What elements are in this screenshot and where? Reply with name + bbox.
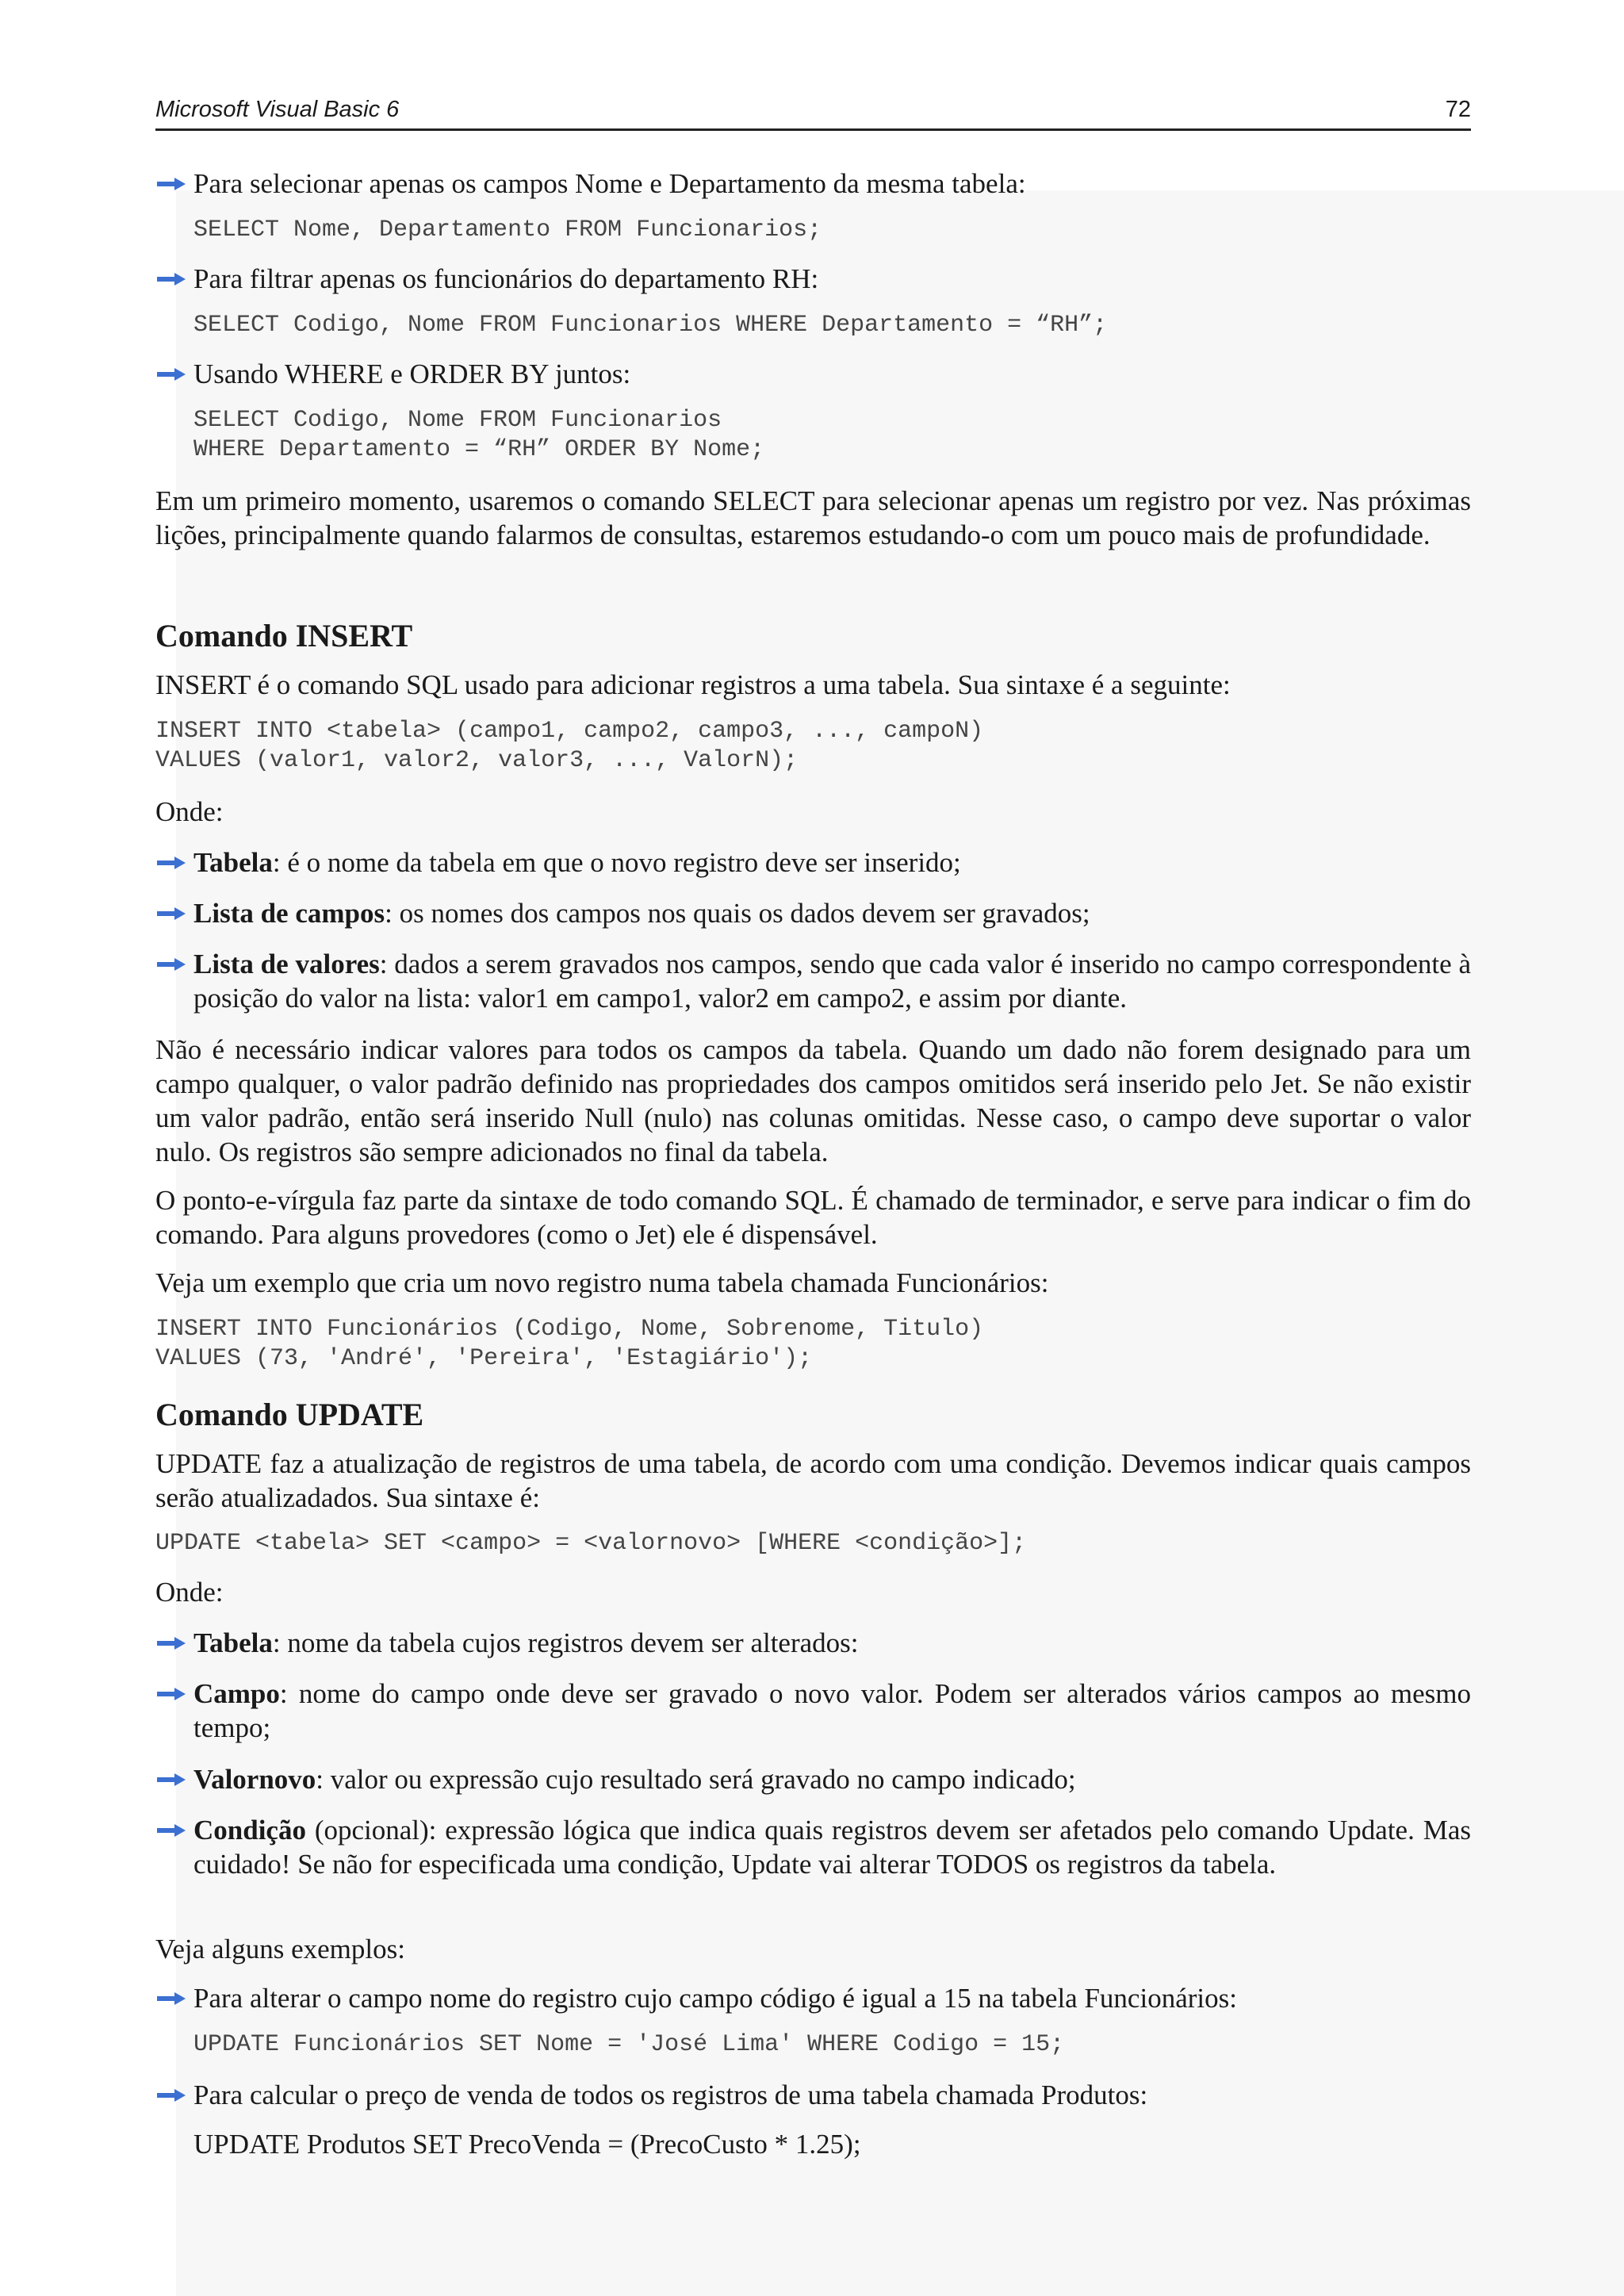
paragraph: Onde: [155,796,224,827]
code-block: INSERT INTO <tabela> (campo1, campo2, campo3, ..., campoN) VALUES (valor1, valor2, valor3, ..., ValorN); [155,718,984,774]
definition-term: Lista de valores [193,949,380,979]
paragraph: Em um primeiro momento, usaremos o comando SELECT para selecionar apenas um registro por vez. Nas próximas lições, principalmente quando falarmos de consultas, estaremos estudando-o com um pouco mais de profundidade. [155,485,1471,550]
arrow-bullet-icon [155,1686,187,1702]
paragraph: INSERT é o comando SQL usado para adicionar registros a uma tabela. Sua sintaxe é a seguinte: [155,669,1231,700]
code-block: UPDATE Funcionários SET Nome = 'José Lima' WHERE Codigo = 15; [193,2031,1065,2058]
paragraph: Veja um exemplo que cria um novo registro numa tabela chamada Funcionários: [155,1267,1049,1298]
definition-term: Condição [193,1815,306,1846]
arrow-bullet-icon [155,855,187,871]
bullet-text: Para calcular o preço de venda de todos os registros de uma tabela chamada Produtos: [193,2079,1148,2110]
definition-text: : valor ou expressão cujo resultado será gravado no campo indicado; [316,1764,1076,1795]
definition-text: : os nomes dos campos nos quais os dados devem ser gravados; [385,898,1090,929]
paragraph: O ponto-e-vírgula faz parte da sintaxe de todo comando SQL. É chamado de terminador, e serve para indicar o fim do comando. Para alguns provedores (como o Jet) ele é dispensável. [155,1185,1471,1250]
bullet-text: Para filtrar apenas os funcionários do departamento RH: [193,263,819,294]
code-block: SELECT Codigo, Nome FROM Funcionarios WHERE Departamento = “RH”; [193,312,1108,339]
code-block: UPDATE <tabela> SET <campo> = <valornovo> [WHERE <condição>]; [155,1530,1027,1557]
arrow-bullet-icon [155,1635,187,1651]
definition-text: : dados a serem gravados nos campos, sendo que cada valor é inserido no campo correspondente à posição do valor na lista: valor1 em campo1, valor2 em campo2, e assim por diante. [193,949,1471,1014]
paragraph: UPDATE faz a atualização de registros de uma tabela, de acordo com uma condição. Devemos indicar quais campos serão atualizadados. Sua sintaxe é: [155,1448,1471,1513]
paragraph: Não é necessário indicar valores para todos os campos da tabela. Quando um dado não forem designado para um campo qualquer, o valor padrão definido nas propriedades dos campos omitidos será inserido pelo Jet. Se não existir um valor padrão, então será inserido Null (nulo) nas colunas omitidas. Nesse caso, o campo deve suportar o valor nulo. Os registros são sempre adicionados no final da tabela. [155,1034,1471,1167]
arrow-bullet-icon [155,2087,187,2103]
arrow-bullet-icon [155,1991,187,2007]
definition-text: (opcional): expressão lógica que indica quais registros devem ser afetados pelo comando Update. Mas cuidado! Se não for especificada uma condição, Update vai alterar TODOS os registros da tabela. [193,1815,1471,1880]
header-title: Microsoft Visual Basic 6 [155,97,400,122]
arrow-bullet-icon [155,906,187,922]
definition-text: : nome do campo onde deve ser gravado o novo valor. Podem ser alterados vários campos ao mesmo tempo; [193,1678,1471,1743]
arrow-bullet-icon [155,366,187,382]
definition-term: Lista de campos [193,898,385,929]
page-header [155,94,1471,131]
code-block: INSERT INTO Funcionários (Codigo, Nome, Sobrenome, Titulo) VALUES (73, 'André', 'Pereira', 'Estagiário'); [155,1316,984,1372]
code-block: SELECT Nome, Departamento FROM Funcionarios; [193,217,822,243]
bullet-text: Usando WHERE e ORDER BY juntos: [193,358,631,389]
arrow-bullet-icon [155,1772,187,1788]
code-block: SELECT Codigo, Nome FROM Funcionarios WHERE Departamento = “RH” ORDER BY Nome; [193,407,765,463]
definition-text: : nome da tabela cujos registros devem ser alterados: [272,1627,859,1658]
arrow-bullet-icon [155,271,187,287]
definition-term: Campo [193,1678,280,1709]
arrow-bullet-icon [155,176,187,192]
paragraph: UPDATE Produtos SET PrecoVenda = (PrecoCusto * 1.25); [193,2129,861,2160]
definition-text: : é o nome da tabela em que o novo registro deve ser inserido; [272,847,961,878]
section-heading-update: Comando UPDATE [155,1397,424,1432]
paragraph: Onde: [155,1577,224,1608]
definition-term: Tabela [193,847,273,878]
arrow-bullet-icon [155,1823,187,1838]
bullet-text: Para alterar o campo nome do registro cujo campo código é igual a 15 na tabela Funcionários: [193,1983,1237,2014]
definition-term: Tabela [193,1627,273,1658]
arrow-bullet-icon [155,956,187,972]
page-number: 72 [1445,97,1471,122]
paragraph: Veja alguns exemplos: [155,1934,405,1964]
definition-term: Valornovo [193,1764,316,1795]
bullet-text: Para selecionar apenas os campos Nome e Departamento da mesma tabela: [193,168,1026,199]
section-heading-insert: Comando INSERT [155,618,413,654]
